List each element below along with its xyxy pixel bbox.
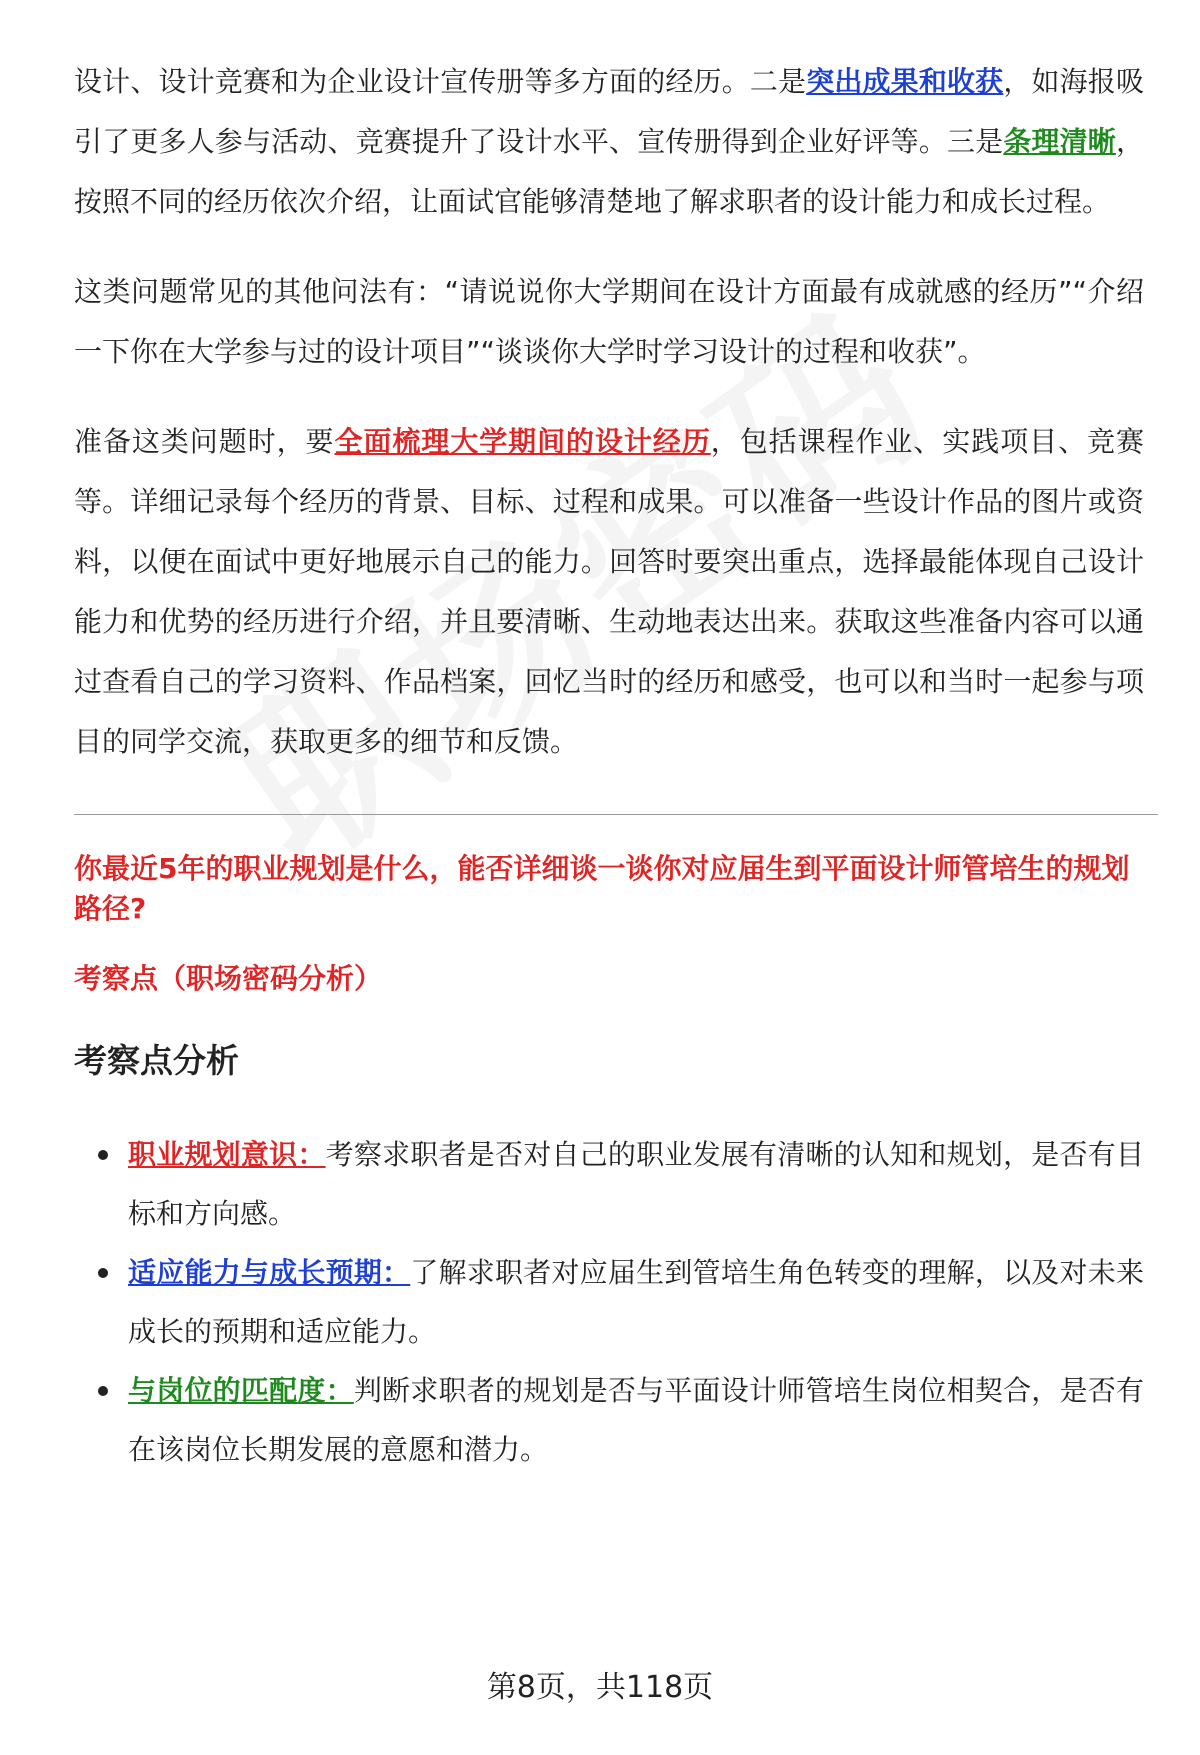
- paragraph-alternative-questions: 这类问题常见的其他问法有：“请说说你大学期间在设计方面最有成就感的经历”“介绍一下你在大学参与过的设计项目”“谈谈你大学时学习设计的过程和收获”。: [74, 275, 1144, 368]
- assessment-subheading: 考察点（职场密码分析）: [74, 962, 383, 995]
- paragraph-text: 设计、设计竞赛和为企业设计宣传册等多方面的经历。二是: [74, 65, 807, 98]
- list-item: [74, 1125, 1144, 1243]
- bullet-icon: [98, 1150, 108, 1160]
- list-item: [74, 1361, 1144, 1479]
- interview-question: 你最近5年的职业规划是什么，能否详细谈一谈你对应届生到平面设计师管培生的规划路径?: [74, 852, 1130, 925]
- paragraph-text: 准备这类问题时，要: [74, 425, 335, 458]
- paragraph-preparation: [74, 412, 1144, 772]
- section-divider: [74, 814, 1158, 815]
- highlight-results: 突出成果和收获: [806, 65, 1004, 98]
- point-label: 职业规划意识：: [128, 1138, 326, 1171]
- bullet-icon: [98, 1386, 108, 1396]
- point-text: 判断求职者的规划是否与平面设计师管培生岗位相契合，是否有在该岗位长期发展的意愿和潜力。: [128, 1374, 1144, 1466]
- assessment-points-list: [74, 1125, 1144, 1479]
- highlight-clarity: 条理清晰: [1003, 125, 1116, 158]
- bullet-icon: [98, 1268, 108, 1278]
- paragraph-experience-summary: [74, 52, 1144, 232]
- point-text: 考察求职者是否对自己的职业发展有清晰的认知和规划，是否有目标和方向感。: [128, 1138, 1144, 1230]
- point-text: 了解求职者对应届生到管培生角色转变的理解，以及对未来成长的预期和适应能力。: [128, 1256, 1144, 1348]
- analysis-heading: 考察点分析: [74, 1041, 239, 1080]
- paragraph-text: ，如海报吸引了更多人参与活动、竞赛提升了设计水平、宣传册得到企业好评等。三是: [74, 65, 1144, 158]
- highlight-review-experience: 全面梳理大学期间的设计经历: [334, 425, 711, 458]
- paragraph-text: ，包括课程作业、实践项目、竞赛等。详细记录每个经历的背景、目标、过程和成果。可以准备一些设计作品的图片或资料，以便在面试中更好地展示自己的能力。回答时要突出重点，选择最能体现自己设计能力和优势的经历进行介绍，并且要清晰、生动地表达出来。获取这些准备内容可以通过查看自己的学习资料、作品档案，回忆当时的经历和感受，也可以和当时一起参与项目的同学交流，获取更多的细节和反馈。: [74, 425, 1144, 758]
- page-content: [74, 52, 1144, 1479]
- list-item: [74, 1243, 1144, 1361]
- point-label: 适应能力与成长预期：: [128, 1256, 411, 1289]
- page-number-footer: 第8页，共118页: [486, 1670, 714, 1705]
- paragraph-text: ，按照不同的经历依次介绍，让面试官能够清楚地了解求职者的设计能力和成长过程。: [74, 125, 1144, 218]
- point-label: 与岗位的匹配度：: [128, 1374, 354, 1407]
